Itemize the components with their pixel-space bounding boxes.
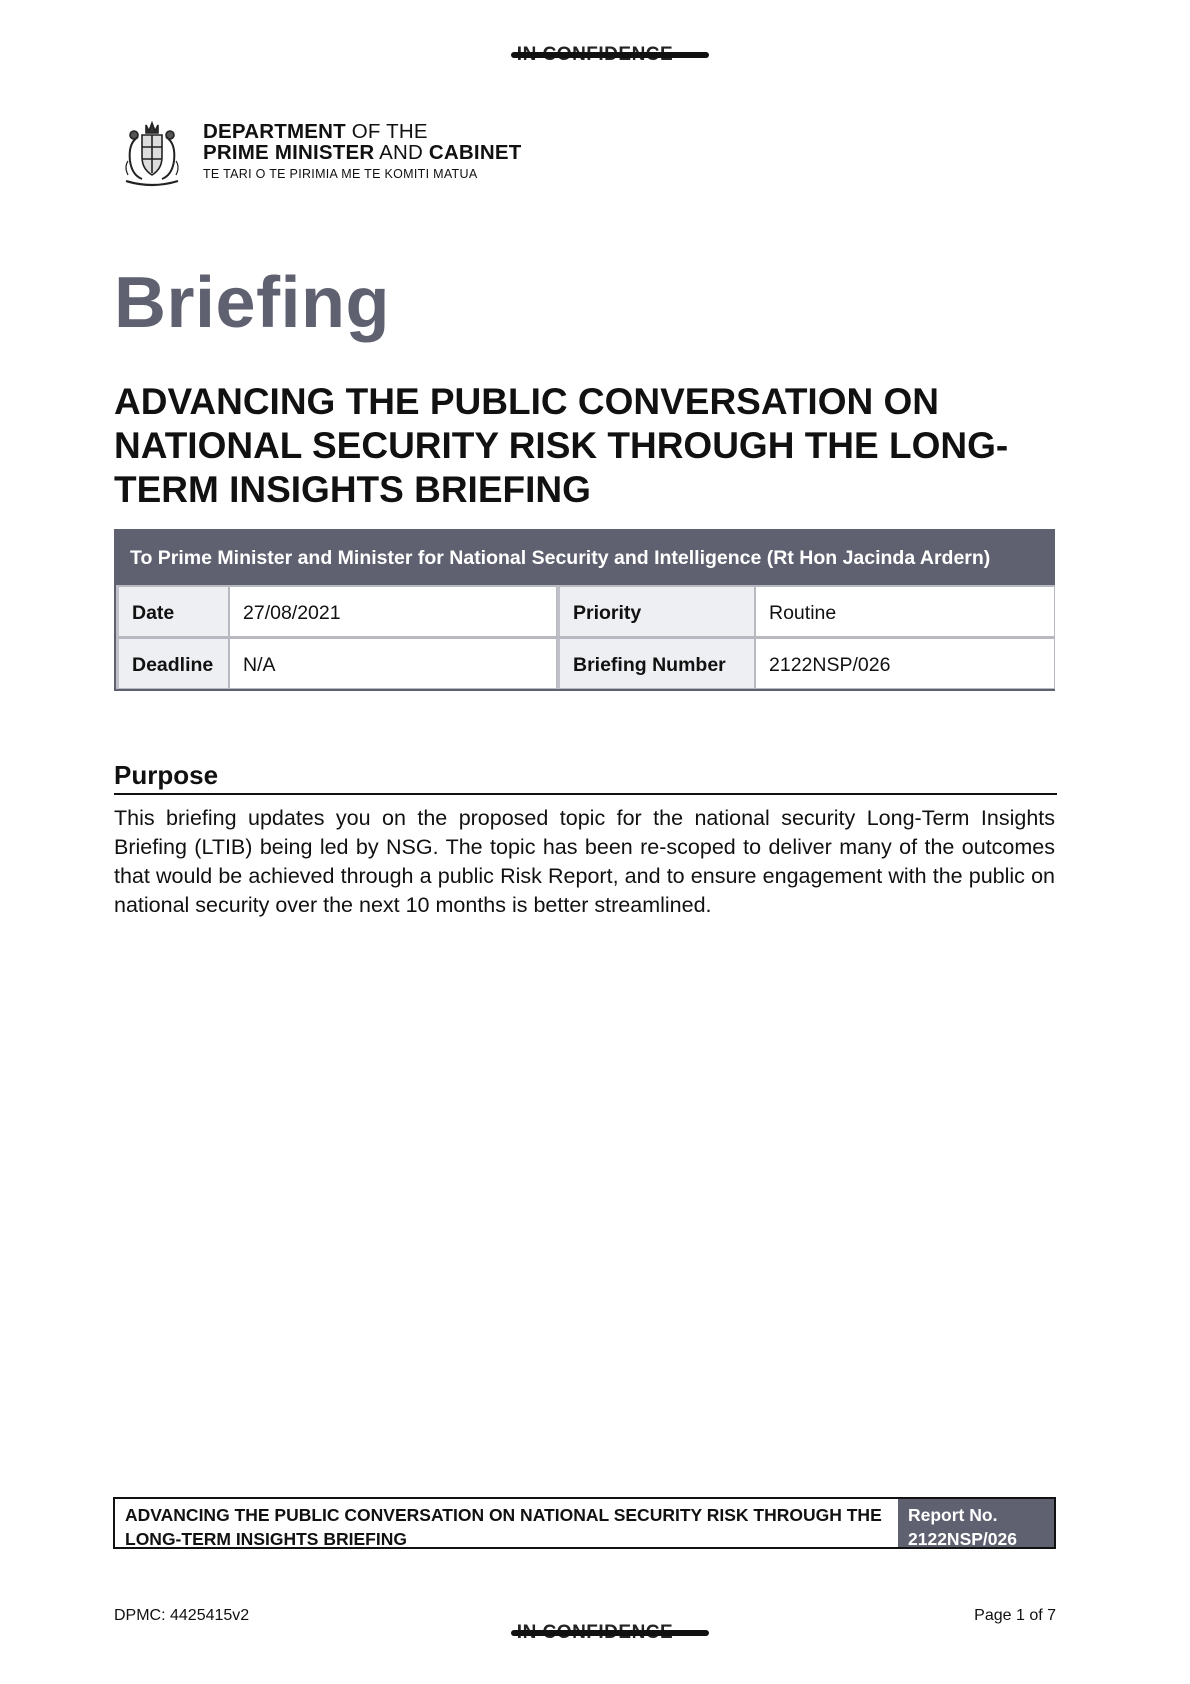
dept-name-line2: PRIME MINISTER AND CABINET xyxy=(203,141,522,164)
dept-name-line1: DEPARTMENT OF THE xyxy=(203,120,428,143)
priority-label: Priority xyxy=(557,585,755,637)
document-title: ADVANCING THE PUBLIC CONVERSATION ON NATIONAL SECURITY RISK THROUGH THE LONG-TERM INSIGHTS BRIEFING xyxy=(114,381,1009,510)
date-value: 27/08/2021 xyxy=(229,585,557,637)
page-number: Page 1 of 7 xyxy=(974,1607,1056,1624)
briefing-number-value: 2122NSP/026 xyxy=(755,637,1055,689)
footer-report-box xyxy=(113,1497,1056,1549)
briefing-metadata-table xyxy=(114,529,1055,691)
footer-title: ADVANCING THE PUBLIC CONVERSATION ON NATIONAL SECURITY RISK THROUGH THE LONG-TERM INSIGHTS BRIEFING xyxy=(125,1505,882,1549)
footer-report-number xyxy=(898,1499,1054,1547)
classification-top xyxy=(0,44,1190,66)
dept-name-maori: TE TARI O TE PIRIMIA ME TE KOMITI MATUA xyxy=(203,167,478,181)
redaction-strike xyxy=(511,1630,709,1636)
deadline-value: N/A xyxy=(229,637,557,689)
purpose-heading: Purpose xyxy=(114,760,1057,795)
redaction-strike xyxy=(511,52,709,58)
priority-value: Routine xyxy=(755,585,1055,637)
date-label: Date xyxy=(116,585,229,637)
nz-coat-of-arms-icon xyxy=(116,117,188,189)
document-reference: DPMC: 4425415v2 xyxy=(114,1607,250,1624)
document-type: Briefing xyxy=(114,263,391,343)
report-no-value: 2122NSP/026 xyxy=(908,1529,1017,1549)
briefing-number-label: Briefing Number xyxy=(557,637,755,689)
dpmc-logo xyxy=(116,117,556,189)
purpose-body: This briefing updates you on the proposed topic for the national security Long-Term Insights Briefing (LTIB) being led by NSG. The topic has been re-scoped to deliver many of the outcomes that would be achieved through a public Risk Report, and to ensure engagement with the public on national security over the next 10 months is better streamlined. xyxy=(114,806,1055,917)
classification-bottom xyxy=(0,1622,1190,1644)
recipient-row: To Prime Minister and Minister for National Security and Intelligence (Rt Hon Jacinda Ardern) xyxy=(116,531,1053,585)
report-no-label: Report No. xyxy=(908,1505,998,1525)
deadline-label: Deadline xyxy=(116,637,229,689)
